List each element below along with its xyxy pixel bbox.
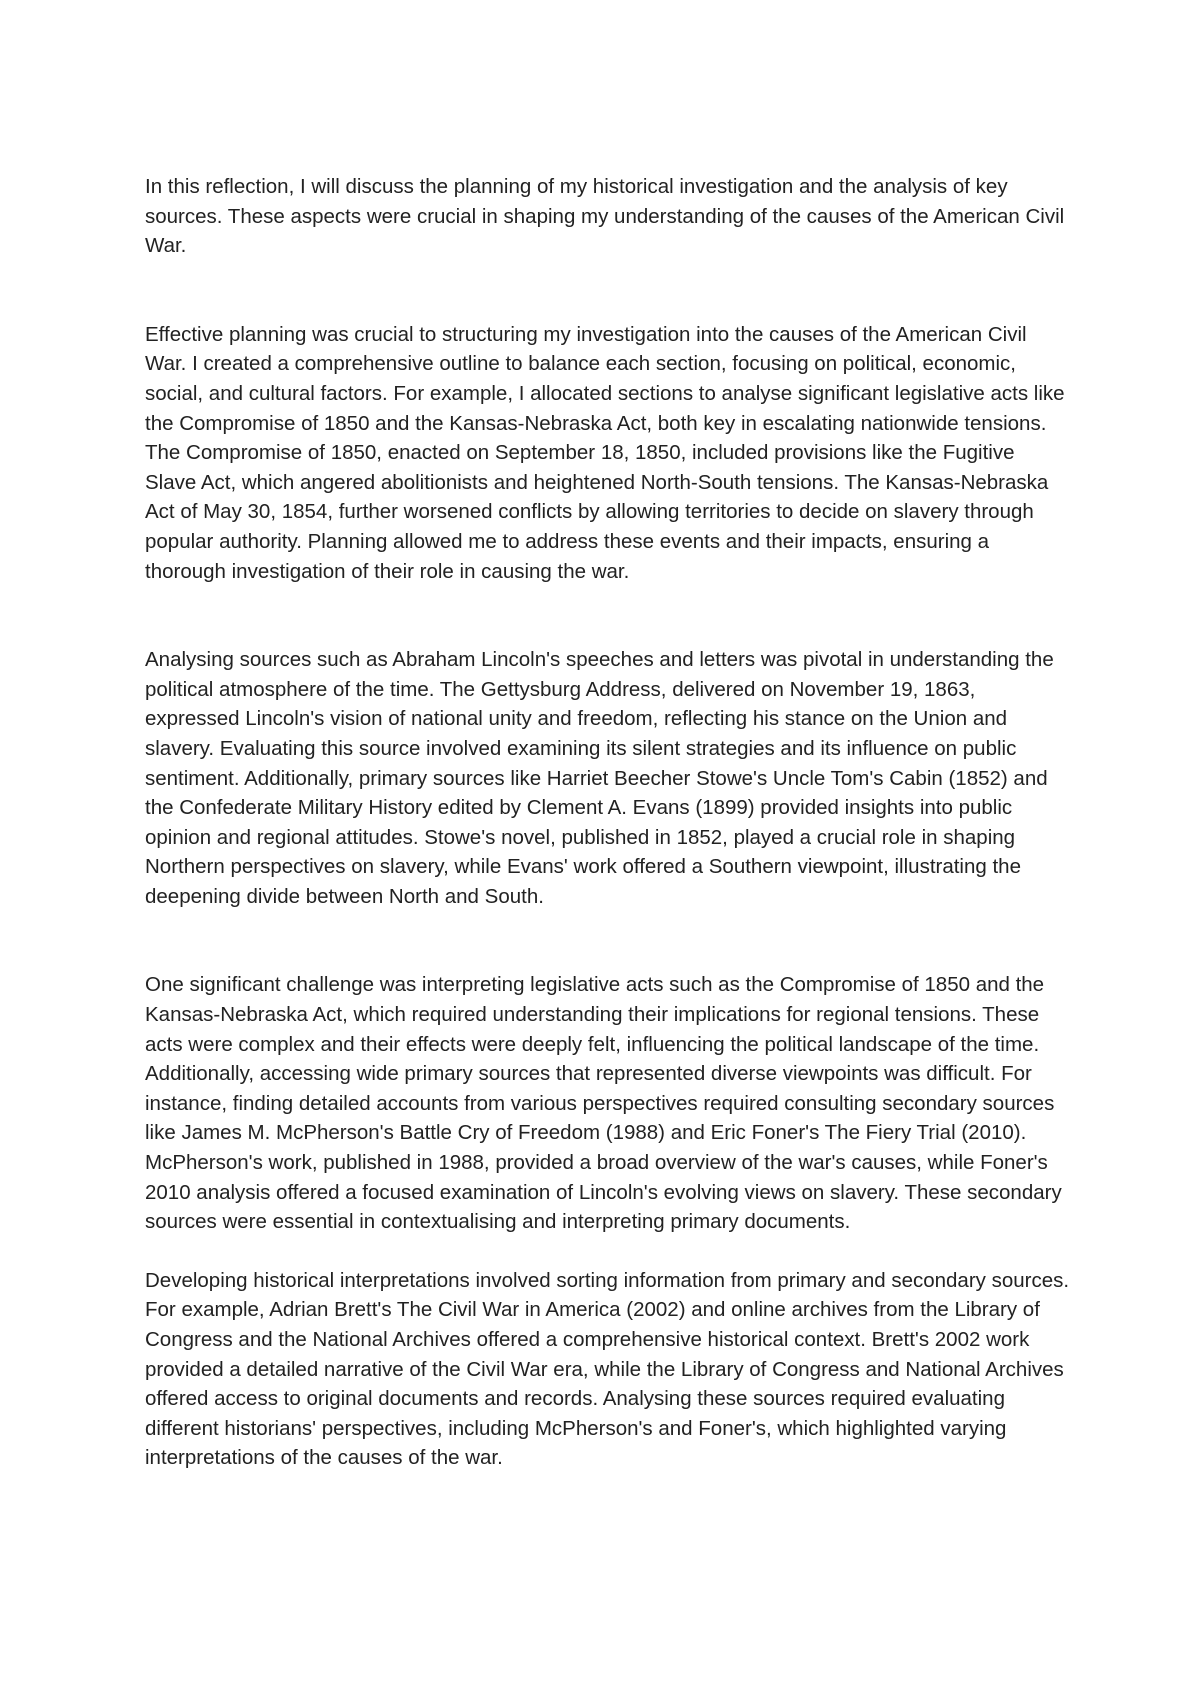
paragraph-source-analysis: Analysing sources such as Abraham Lincoln's speeches and letters was pivotal in understanding the political atmosphere of the time. The Gettysburg Address, delivered on November 19, 1863, expressed Lincoln's vision of national unity and freedom, reflecting his stance on the Union and slavery. Evaluating this source involved examining its silent strategies and its influence on public sentiment. Additionally, primary sources like Harriet Beecher Stowe's Uncle Tom's Cabin (1852) and the Confederate Military History edited by Clement A. Evans (1899) provided insights into public opinion and regional attitudes. Stowe's novel, published in 1852, played a crucial role in shaping Northern perspectives on slavery, while Evans' work offered a Southern viewpoint, illustrating the deepening divide between North and South. (145, 648, 1054, 908)
paragraph-challenges: One significant challenge was interpreting legislative acts such as the Compromise of 1850 and the Kansas-Nebraska Act, which required understanding their implications for regional tensions. These acts were complex and their effects were deeply felt, influencing the political landscape of the time. Additionally, accessing wide primary sources that represented diverse viewpoints was difficult. For instance, finding detailed accounts from various perspectives required consulting secondary sources like James M. McPherson's Battle Cry of Freedom (1988) and Eric Foner's The Fiery Trial (2010). McPherson's work, published in 1988, provided a broad overview of the war's causes, while Foner's 2010 analysis offered a focused examination of Lincoln's evolving views on slavery. These secondary sources were essential in contextualising and interpreting primary documents. (145, 973, 1062, 1234)
paragraph-interpretations: Developing historical interpretations involved sorting information from primary and secondary sources. For example, Adrian Brett's The Civil War in America (2002) and online archives from the Library of Congress and the National Archives offered a comprehensive historical context. Brett's 2002 work provided a detailed narrative of the Civil War era, while the Library of Congress and National Archives offered access to original documents and records. Analysing these sources required evaluating different historians' perspectives, including McPherson's and Foner's, which highlighted varying interpretations of the causes of the war. (145, 1268, 1070, 1470)
document-body (145, 172, 1070, 1473)
paragraph-introduction: In this reflection, I will discuss the planning of my historical investigation and the analysis of key sources. These aspects were crucial in shaping my understanding of the causes of the American Civil War. (145, 175, 1065, 258)
paragraph-planning: Effective planning was crucial to structuring my investigation into the causes of the American Civil War. I created a comprehensive outline to balance each section, focusing on political, economic, social, and cultural factors. For example, I allocated sections to analyse significant legislative acts like the Compromise of 1850 and the Kansas-Nebraska Act, both key in escalating nationwide tensions. The Compromise of 1850, enacted on September 18, 1850, included provisions like the Fugitive Slave Act, which angered abolitionists and heightened North-South tensions. The Kansas-Nebraska Act of May 30, 1854, further worsened conflicts by allowing territories to decide on slavery through popular authority. Planning allowed me to address these events and their impacts, ensuring a thorough investigation of their role in causing the war. (145, 322, 1065, 583)
